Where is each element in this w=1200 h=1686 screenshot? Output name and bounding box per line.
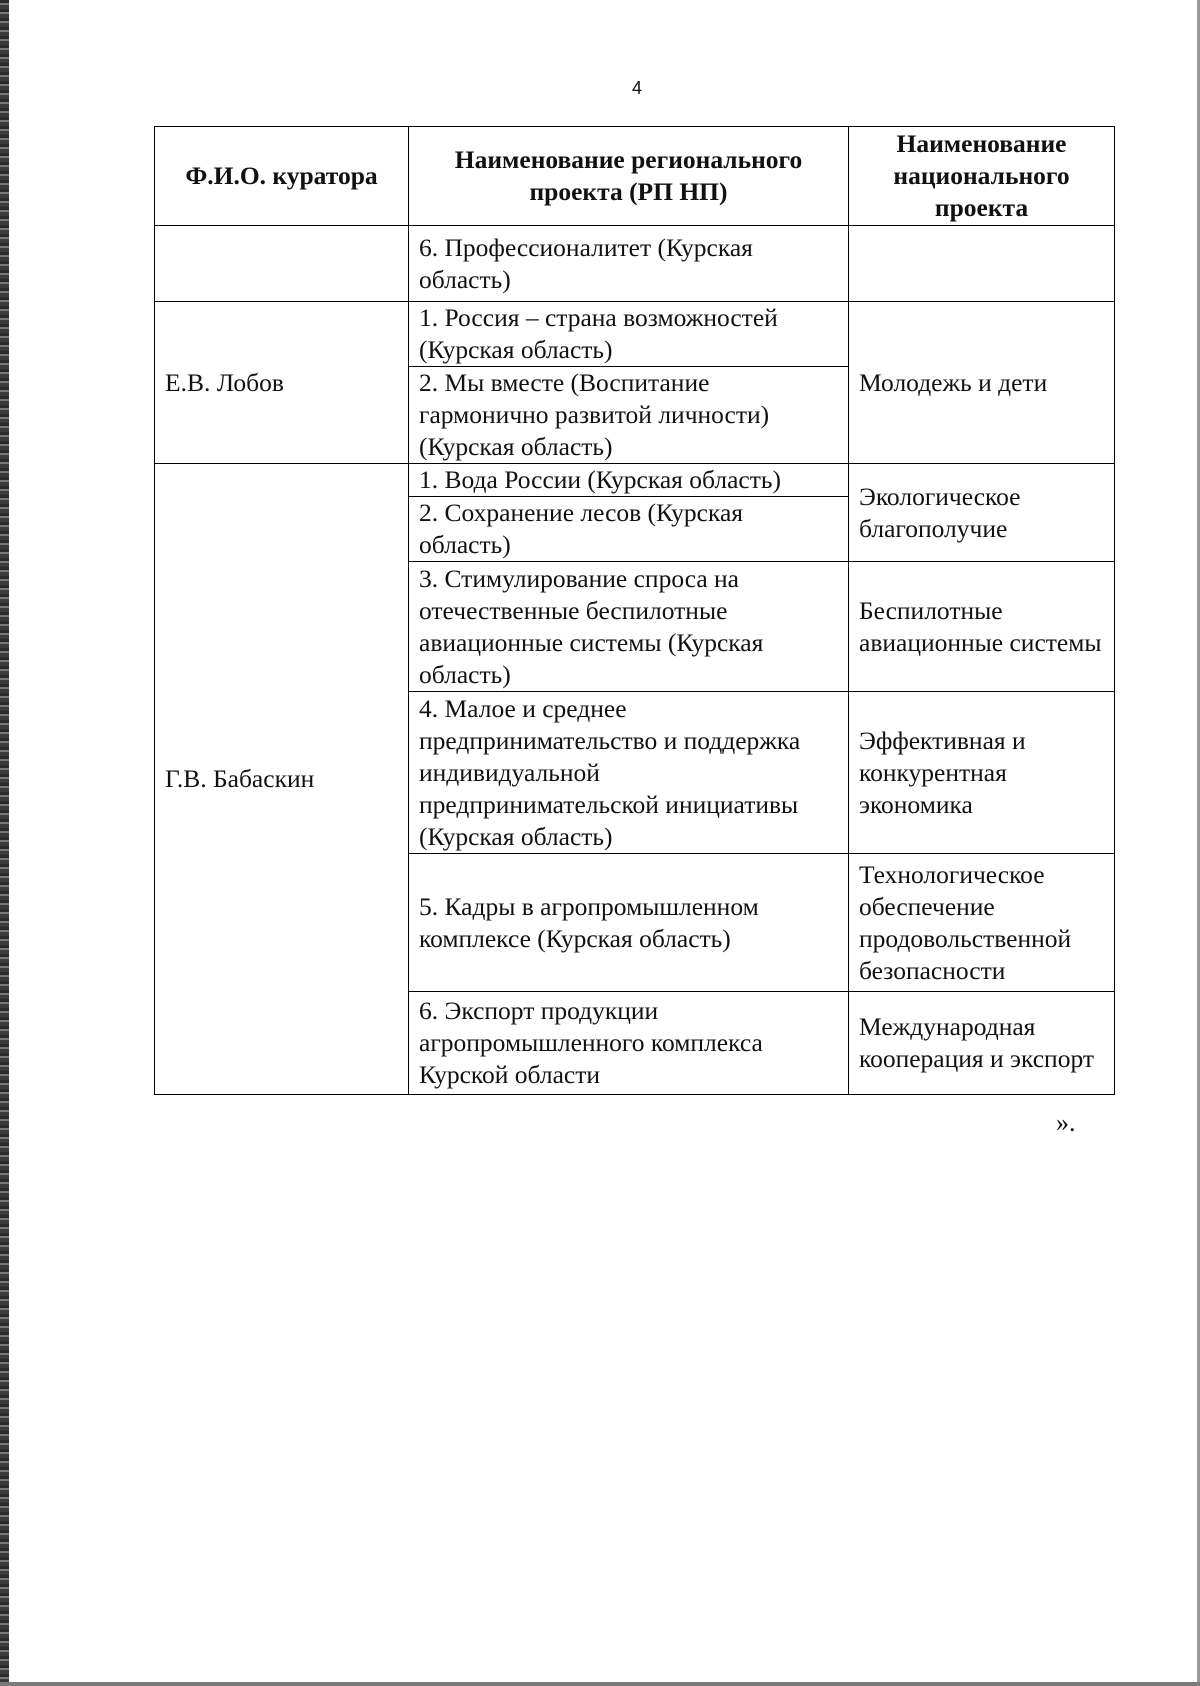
closing-quote-mark: ».	[1056, 1108, 1076, 1137]
regional-project-cell: 3. Стимулирование спроса на отечественные беспилотные авиационные системы (Курская область)	[409, 562, 849, 692]
curator-cell	[155, 226, 409, 302]
national-project-cell: Международная кооперация и экспорт	[849, 992, 1115, 1095]
header-regional-project: Наименование регионального проекта (РП НП)	[409, 127, 849, 226]
curator-cell: Е.В. Лобов	[155, 302, 409, 464]
national-project-cell: Молодежь и дети	[849, 302, 1115, 464]
regional-project-cell: 2. Сохранение лесов (Курская область)	[409, 497, 849, 562]
curator-cell: Г.В. Бабаскин	[155, 464, 409, 1095]
regional-project-cell: 6. Экспорт продукции агропромышленного комплекса Курской области	[409, 992, 849, 1095]
regional-project-cell: 4. Малое и среднее предпринимательство и поддержка индивидуальной предпринимательской инициативы (Курская область)	[409, 692, 849, 854]
national-project-cell: Эффективная и конкурентная экономика	[849, 692, 1115, 854]
scan-edge-bottom	[0, 1682, 1200, 1686]
regional-project-cell: 2. Мы вместе (Воспитание гармонично развитой личности) (Курская область)	[409, 367, 849, 464]
header-curator: Ф.И.О. куратора	[155, 127, 409, 226]
regional-project-cell: 6. Профессионалитет (Курская область)	[409, 226, 849, 302]
page-number: 4	[631, 78, 642, 98]
national-project-cell	[849, 226, 1115, 302]
national-project-cell: Экологическое благополучие	[849, 464, 1115, 562]
national-project-cell: Беспилотные авиационные системы	[849, 562, 1115, 692]
regional-project-cell: 5. Кадры в агропромышленном комплексе (Курская область)	[409, 854, 849, 992]
regional-project-cell: 1. Вода России (Курская область)	[409, 464, 849, 497]
table-header-row	[155, 127, 1115, 226]
regional-project-cell: 1. Россия – страна возможностей (Курская область)	[409, 302, 849, 367]
table-row	[155, 226, 1115, 302]
header-national-project: Наименование национального проекта	[849, 127, 1115, 226]
table-row	[155, 302, 1115, 367]
national-project-cell: Технологическое обеспечение продовольственной безопасности	[849, 854, 1115, 992]
table-row	[155, 464, 1115, 497]
scan-edge-left	[0, 0, 9, 1686]
curators-table	[154, 126, 1115, 1095]
